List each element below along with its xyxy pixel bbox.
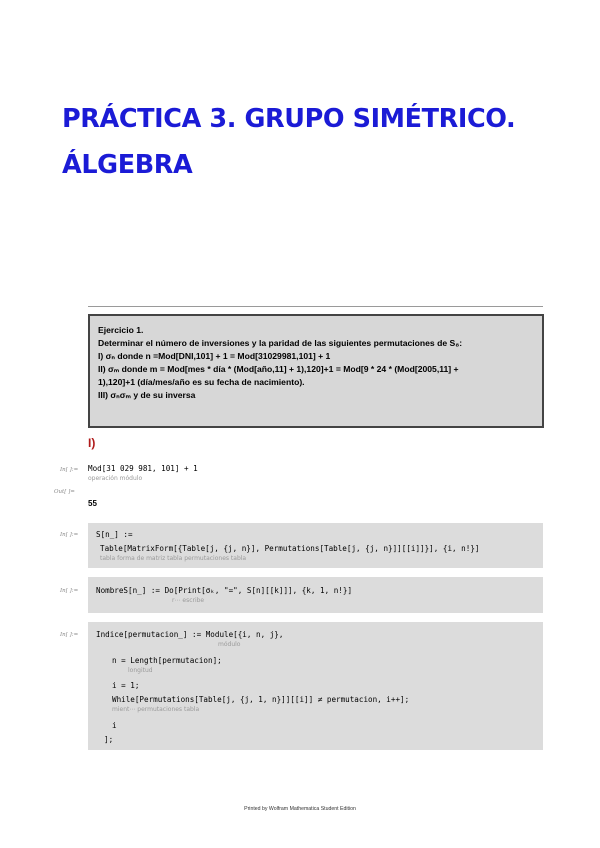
- exercise-item-1: I) σₙ donde n =Mod[DNI,101] + 1 = Mod[31029981,101] + 1: [98, 351, 331, 361]
- exercise-intro: Determinar el número de inversiones y la paridad de las siguientes permutaciones de S₈:: [98, 338, 463, 348]
- code-hint: tabla forma de matriz tabla permutaciones tabla: [100, 555, 247, 562]
- document-title: [62, 96, 562, 188]
- section-divider: [88, 306, 543, 307]
- title-line-1: PRÁCTICA 3. GRUPO SIMÉTRICO.: [62, 104, 516, 134]
- input-code[interactable]: While[Permutations[Table[j, {j, 1, n}]][[i]] ≠ permutacion, i++];: [112, 695, 410, 704]
- title-line-2: ÁLGEBRA: [62, 150, 193, 180]
- output-value: 55: [88, 499, 97, 508]
- code-hint: mient⋯ permutaciones tabla: [112, 706, 200, 713]
- code-hint: longitud: [128, 667, 153, 674]
- exercise-item-2b: 1),120]+1 (día/mes/año es su fecha de nacimiento).: [98, 377, 305, 387]
- input-label: In[ ]:=: [60, 632, 79, 638]
- code-hint: módulo: [218, 641, 241, 648]
- input-label: In[ ]:=: [60, 467, 79, 473]
- input-code[interactable]: Indice[permutacion_] := Module[{i, n, j},: [96, 630, 284, 639]
- input-code[interactable]: Mod[31 029 981, 101] + 1: [88, 464, 198, 473]
- footer-note: Printed by Wolfram Mathematica Student Edition: [244, 806, 356, 812]
- exercise-item-2a: II) σₘ donde m = Mod[mes * día * (Mod[año,11] + 1),120]+1 = Mod[9 * 24 * (Mod[2005,11] +: [98, 364, 459, 374]
- input-code[interactable]: i = 1;: [112, 681, 140, 690]
- input-code[interactable]: ];: [104, 735, 114, 744]
- exercise-box: [88, 314, 544, 428]
- input-label: In[ ]:=: [60, 532, 79, 538]
- input-cell[interactable]: [88, 577, 543, 613]
- input-cell[interactable]: [88, 622, 543, 750]
- input-code[interactable]: i: [112, 721, 117, 730]
- input-code[interactable]: S[n_] :=: [96, 530, 133, 539]
- input-code[interactable]: n = Length[permutacion];: [112, 656, 222, 665]
- exercise-heading: Ejercicio 1.: [98, 325, 144, 335]
- input-code[interactable]: NombreS[n_] := Do[Print[σₖ, "=", S[n][[k]]], {k, 1, n!}]: [96, 586, 353, 595]
- exercise-item-3: III) σₙσₘ y de su inversa: [98, 390, 196, 400]
- input-code[interactable]: Table[MatrixForm[{Table[j, {j, n}], Permutations[Table[j, {j, n}]][[i]]}], {i, n!}]: [100, 544, 480, 553]
- code-hint: operación módulo: [88, 475, 143, 482]
- section-heading: I): [88, 436, 96, 450]
- input-label: In[ ]:=: [60, 588, 79, 594]
- output-label: Out[ ]=: [54, 489, 75, 495]
- code-hint: r⋯ escribe: [172, 597, 205, 604]
